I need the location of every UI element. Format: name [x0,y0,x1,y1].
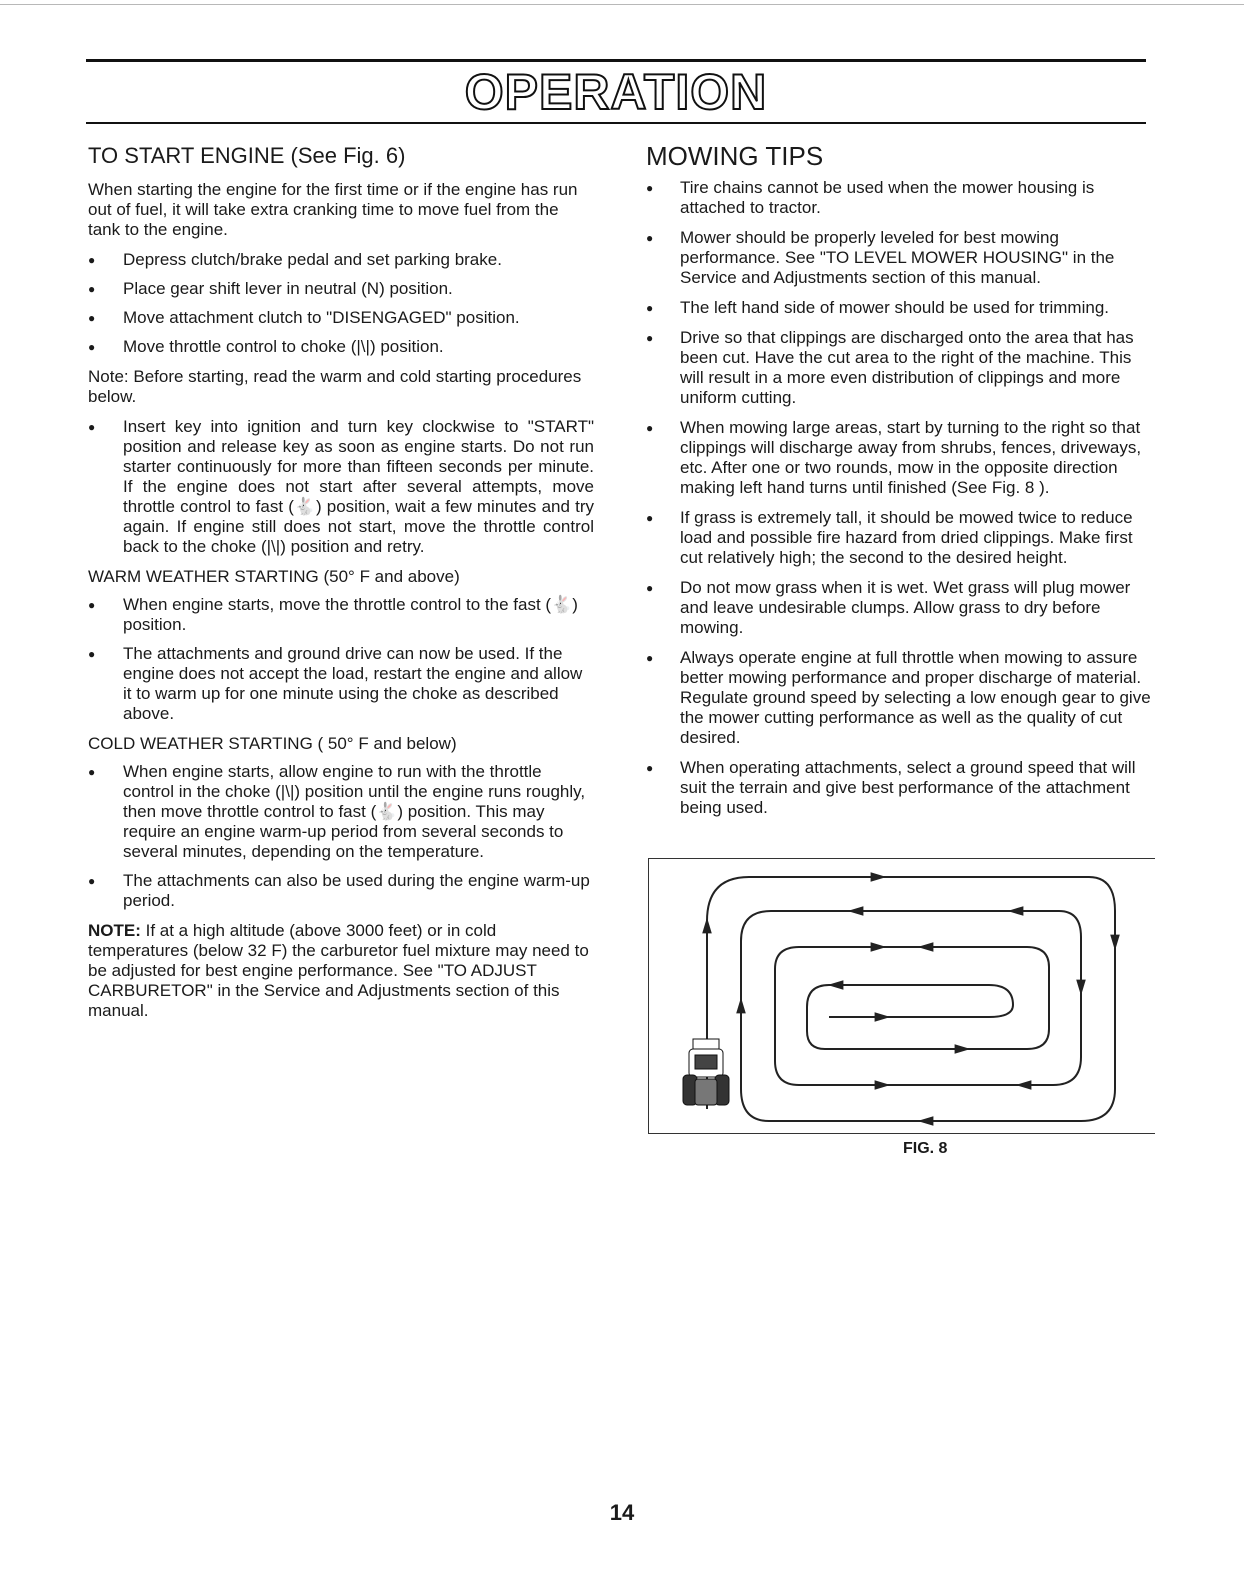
list-item [646,578,1152,638]
note-label: NOTE: [88,921,141,940]
note-text: If at a high altitude (above 3000 feet) or in cold temperatures (below 32 F) the carburetor fuel mixture may need to be adjusted for best engine performance. See "TO ADJUST CARBURETOR" in the Service and Adjustments section of this manual. [88,921,589,1020]
tip-text: Tire chains cannot be used when the mower housing is attached to tractor. [680,178,1095,217]
bullet-icon: ● [88,420,96,434]
list-item [88,595,594,635]
bullet-icon: ● [646,421,654,435]
warm-weather-list [88,595,594,724]
list-item [88,644,594,724]
tip-text: The left hand side of mower should be used for trimming. [680,298,1109,317]
list-item [646,298,1152,318]
warm-weather-heading: WARM WEATHER STARTING (50° F and above) [88,567,460,586]
mowing-tips-section [646,141,1152,828]
bullet-icon: ● [646,651,654,665]
cold-weather-heading: COLD WEATHER STARTING ( 50° F and below) [88,734,457,753]
step-text: Move throttle control to choke (|\|) position. [123,337,444,356]
title-bottom-rule [86,122,1146,124]
list-item [88,337,594,357]
tip-text: Drive so that clippings are discharged onto the area that has been cut. Have the cut area to the right of the machine. This will result in a more even distribution of clippings and more uniform cutting. [680,328,1134,407]
bullet-icon: ● [88,282,96,296]
warm-item-text: The attachments and ground drive can now be used. If the engine does not accept the load, restart the engine and allow it to warm up for one minute using the choke as described above. [123,644,583,723]
tip-text: Mower should be properly leveled for best mowing performance. See "TO LEVEL MOWER HOUSING" in the Service and Adjustments section of this manual. [680,228,1115,287]
start-note [88,367,594,407]
list-item [646,508,1152,568]
bullet-icon: ● [646,181,654,195]
list-item [88,308,594,328]
mowing-path [707,877,1115,1121]
cold-weather-list [88,762,594,911]
start-engine-heading: TO START ENGINE (See Fig. 6) [88,143,406,168]
page-number: 14 [609,1500,635,1525]
step-text: Place gear shift lever in neutral (N) position. [123,279,453,298]
tip-text: If grass is extremely tall, it should be mowed twice to reduce load and possible fire hazard from dried clippings. Make first cut relatively high; the second to the desired height. [680,508,1133,567]
bullet-icon: ● [88,765,96,779]
bullet-icon: ● [646,231,654,245]
tip-text: Do not mow grass when it is wet. Wet grass will plug mower and leave undesirable clumps. Allow grass to dry before mowing. [680,578,1131,637]
figure-caption: FIG. 8 [903,1140,948,1157]
bullet-icon: ● [88,253,96,267]
list-item [88,871,594,911]
cold-item-text: When engine starts, allow engine to run with the throttle control in the choke (|\|) position until the engine runs roughly, then move throttle control to fast (🐇) position. This may require an engine warm-up period from several seconds to several minutes, depending on the temperature. [123,762,586,861]
note-label: Note: [88,367,129,386]
list-item [88,250,594,270]
mowing-tips-list [646,178,1152,818]
scan-edge-line [0,4,1244,5]
bullet-icon: ● [88,311,96,325]
mowing-pattern-diagram [649,859,1155,1133]
list-item [646,228,1152,288]
step-text: Move attachment clutch to "DISENGAGED" position. [123,308,520,327]
start-steps-list [88,250,594,357]
bullet-icon: ● [646,761,654,775]
bullet-icon: ● [88,340,96,354]
note-text: Before starting, read the warm and cold starting procedures below. [88,367,582,406]
list-item [646,648,1152,748]
step-text: Depress clutch/brake pedal and set parking brake. [123,250,502,269]
list-item [646,418,1152,498]
insert-key-list [88,417,594,557]
page-title: OPERATION [464,64,768,120]
bullet-icon: ● [646,511,654,525]
cold-item-text: The attachments can also be used during the engine warm-up period. [123,871,590,910]
start-engine-intro: When starting the engine for the first time or if the engine has run out of fuel, it will take extra cranking time to move fuel from the tank to the engine. [88,180,578,239]
tip-text: When operating attachments, select a ground speed that will suit the terrain and give best performance of the attachment being used. [680,758,1136,817]
list-item [646,178,1152,218]
list-item [88,762,594,862]
mowing-pattern-figure [648,858,1155,1134]
bullet-icon: ● [88,874,96,888]
altitude-note [88,921,594,1021]
list-item [646,758,1152,818]
insert-key-text: Insert key into ignition and turn key clockwise to "START" position and release key as soon as engine starts. Do not run starter continuously for more than fifteen seconds per minute. If the engine does not start after several attempts, move throttle control to fast (🐇) position, wait a few minutes and try again. If engine still does not start, move the throttle control back to the choke (|\|) position and retry. [123,417,594,556]
bullet-icon: ● [646,331,654,345]
warm-item-text: When engine starts, move the throttle control to the fast (🐇) position. [123,595,578,634]
bullet-icon: ● [646,301,654,315]
tractor-icon [683,1039,729,1105]
mowing-tips-heading: MOWING TIPS [646,141,824,171]
list-item [646,328,1152,408]
bullet-icon: ● [88,647,96,661]
start-engine-section [88,144,594,1031]
list-item [88,279,594,299]
bullet-icon: ● [646,581,654,595]
bullet-icon: ● [88,598,96,612]
list-item [88,417,594,557]
tip-text: Always operate engine at full throttle when mowing to assure better mowing performance and proper discharge of material. Regulate ground speed by selecting a low enough gear to give the mower cutting performance as well as the quality of cut desired. [680,648,1151,747]
tip-text: When mowing large areas, start by turning to the right so that clippings will discharge away from shrubs, fences, driveways, etc. After one or two rounds, mow in the opposite direction making left hand turns until finished (See Fig. 8 ). [680,418,1142,497]
